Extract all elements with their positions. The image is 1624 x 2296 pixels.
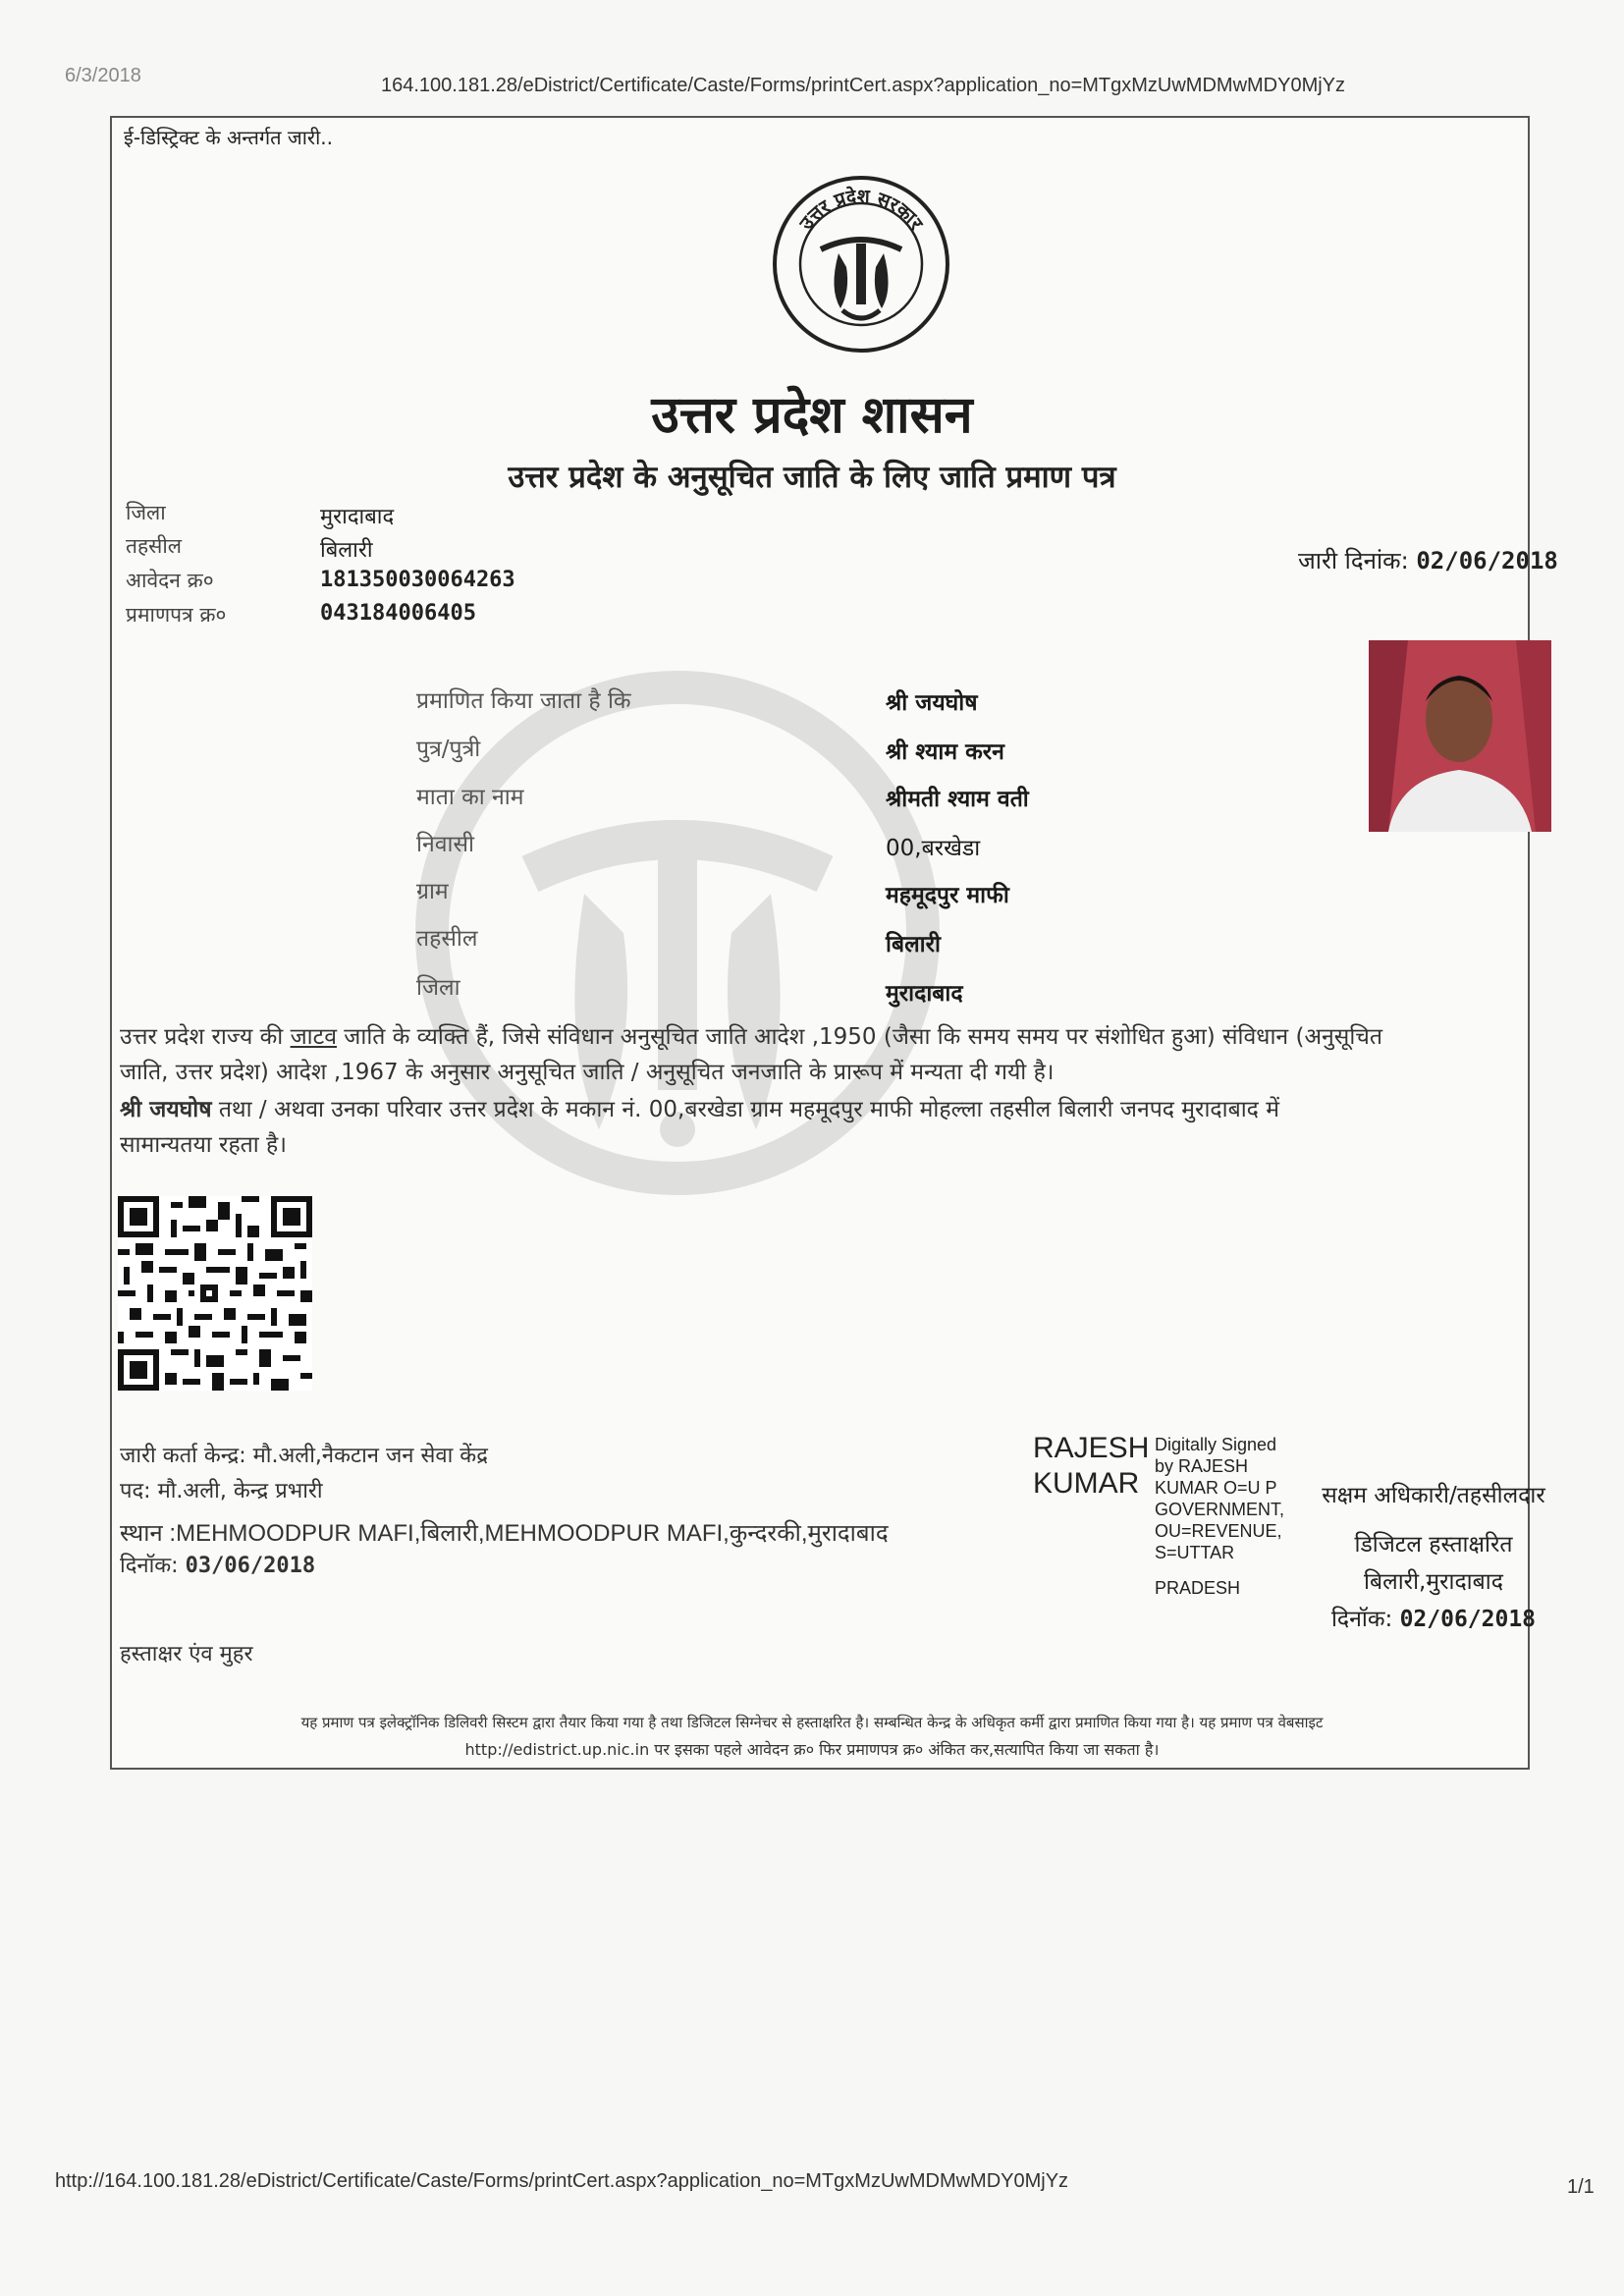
officer-title: सक्षम अधिकारी/तहसीलदार	[1322, 1483, 1545, 1508]
issuing-center: जारी कर्ता केन्द्र: मौ.अली,नैकटान जन सेवा केंद्र	[120, 1444, 488, 1468]
certificate-number-label: प्रमाणपत्र क्र०	[126, 603, 227, 627]
para2-rest: तथा / अथवा उनका परिवार उत्तर प्रदेश के मकान नं. 00,बरखेडा ग्राम महमूदपुर माफी मोहल्ला तहसील बिलारी जनपद मुरादाबाद में	[218, 1097, 1279, 1122]
page-number: 1/1	[1567, 2176, 1595, 2198]
certificate-number-value: 043184006405	[320, 601, 476, 626]
para2-name: श्री जयघोष	[120, 1097, 212, 1122]
svg-text:उत्तर प्रदेश सरकार: उत्तर प्रदेश सरकार	[795, 185, 928, 235]
print-url-top: 164.100.181.28/eDistrict/Certificate/Caste/Forms/printCert.aspx?application_no=MTgxMzUwMDMwMDY0MjYz	[381, 75, 1346, 96]
ds-line-6: S=UTTAR	[1155, 1543, 1235, 1562]
ds-line-2: by RAJESH	[1155, 1456, 1249, 1476]
applicant-photo	[1369, 640, 1551, 832]
issuer-post: पद: मौ.अली, केन्द्र प्रभारी	[120, 1479, 323, 1503]
officer-date-value: 02/06/2018	[1399, 1607, 1537, 1632]
son-daughter-label: पुत्र/पुत्री	[416, 737, 481, 762]
qr-code	[118, 1196, 312, 1391]
father-name: श्री श्याम करन	[886, 739, 1004, 765]
para1-rest: जाति के व्यक्ति हैं, जिसे संविधान अनुसूचित जाति आदेश ,1950 (जैसा कि समय समय पर संशोधित हुआ) संविधान (अनुसूचित	[344, 1024, 1383, 1050]
verification-note-line1: यह प्रमाण पत्र इलेक्ट्रॉनिक डिलिवरी सिस्टम द्वारा तैयार किया गया है तथा डिजिटल सिग्नेचर से हस्ताक्षरित है। सम्बन्धित केन्द्र के अधिकृत कर्मी द्वारा प्रमाणित किया गया है। यह प्रमाण पत्र वेबसाइट	[300, 1714, 1324, 1731]
resident-value: 00,बरखेडा	[886, 836, 981, 861]
application-number-label: आवेदन क्र०	[126, 569, 214, 592]
verification-note-line2: http://edistrict.up.nic.in पर इसका पहले आवेदन क्र० फिर प्रमाणपत्र क्र० अंकित कर,सत्यापित किया जा सकता है।	[464, 1740, 1160, 1759]
issued-under-text: ई-डिस्ट्रिक्ट के अन्तर्गत जारी..	[124, 126, 333, 149]
signer-name-line1: RAJESH	[1033, 1432, 1150, 1464]
person-tehsil-label: तहसील	[416, 926, 478, 952]
person-district-label: जिला	[416, 975, 460, 1001]
resident-label: निवासी	[416, 832, 474, 857]
tehsil-value: बिलारी	[320, 538, 373, 563]
village-label: ग्राम	[416, 879, 449, 904]
officer-location: बिलारी,मुरादाबाद	[1364, 1569, 1503, 1595]
certify-label: प्रमाणित किया जाता है कि	[416, 688, 631, 714]
issue-date-value: 02/06/2018	[1416, 547, 1558, 574]
para1-lead: उत्तर प्रदेश राज्य की	[120, 1024, 284, 1050]
residence-paragraph-line2: सामान्यतया रहता है।	[120, 1132, 287, 1158]
certificate-subtitle: उत्तर प्रदेश के अनुसूचित जाति के लिए जाति प्रमाण पत्र	[508, 460, 1116, 495]
signer-name-line2: KUMAR	[1033, 1467, 1140, 1500]
main-title: उत्तर प्रदेश शासन	[651, 386, 973, 445]
residence-paragraph-line1	[120, 1092, 1553, 1127]
village-value: महमूदपुर माफी	[886, 883, 1009, 908]
ds-line-3: KUMAR O=U P	[1155, 1478, 1277, 1498]
district-label: जिला	[126, 501, 166, 524]
footer-date-label: दिनॉक:	[120, 1554, 179, 1578]
footer-date	[120, 1550, 315, 1579]
officer-date	[1296, 1601, 1571, 1638]
digitally-signed-label: डिजिटल हस्ताक्षरित	[1354, 1532, 1513, 1558]
tehsil-label: तहसील	[126, 534, 182, 558]
up-emblem-icon	[770, 173, 952, 355]
ds-line-4: GOVERNMENT,	[1155, 1500, 1285, 1519]
person-tehsil-value: बिलारी	[886, 932, 942, 957]
print-url-bottom: http://164.100.181.28/eDistrict/Certificate/Caste/Forms/printCert.aspx?application_no=MTgxMzUwMDMwMDY0MjYz	[55, 2170, 1069, 2192]
mother-label: माता का नाम	[416, 785, 524, 810]
issue-place: स्थान :MEHMOODPUR MAFI,बिलारी,MEHMOODPUR MAFI,कुन्दरकी,मुरादाबाद	[120, 1520, 889, 1547]
caste-paragraph-line2: जाति, उत्तर प्रदेश) आदेश ,1967 के अनुसार अनुसूचित जाति / अनुसूचित जनजाति के प्रारूप में मन्यता दी गयी है।	[120, 1060, 1055, 1085]
ds-line-1: Digitally Signed	[1155, 1435, 1277, 1454]
mother-name: श्रीमती श्याम वती	[886, 787, 1029, 812]
footer-date-value: 03/06/2018	[185, 1554, 316, 1578]
ds-line-7: PRADESH	[1155, 1578, 1241, 1598]
print-date: 6/3/2018	[65, 65, 141, 86]
officer-block	[1296, 1477, 1571, 1638]
application-number-value: 181350030064263	[320, 568, 515, 592]
applicant-name: श्री जयघोष	[886, 690, 978, 716]
issue-date-label: जारी दिनांक:	[1298, 547, 1409, 574]
ds-line-5: OU=REVENUE,	[1155, 1521, 1282, 1541]
officer-date-label: दिनॉक:	[1330, 1607, 1393, 1632]
caste-paragraph	[120, 1019, 1553, 1090]
person-district-value: मुरादाबाद	[886, 981, 963, 1007]
district-value: मुरादाबाद	[320, 505, 395, 529]
caste-paragraph-line1	[120, 1019, 1553, 1055]
caste-name: जाटव	[290, 1024, 337, 1050]
issue-date	[1298, 544, 1558, 576]
signature-seal-label: हस्ताक्षर एंव मुहर	[120, 1642, 253, 1667]
digital-signature-details	[1155, 1434, 1284, 1599]
residence-paragraph	[120, 1092, 1553, 1163]
